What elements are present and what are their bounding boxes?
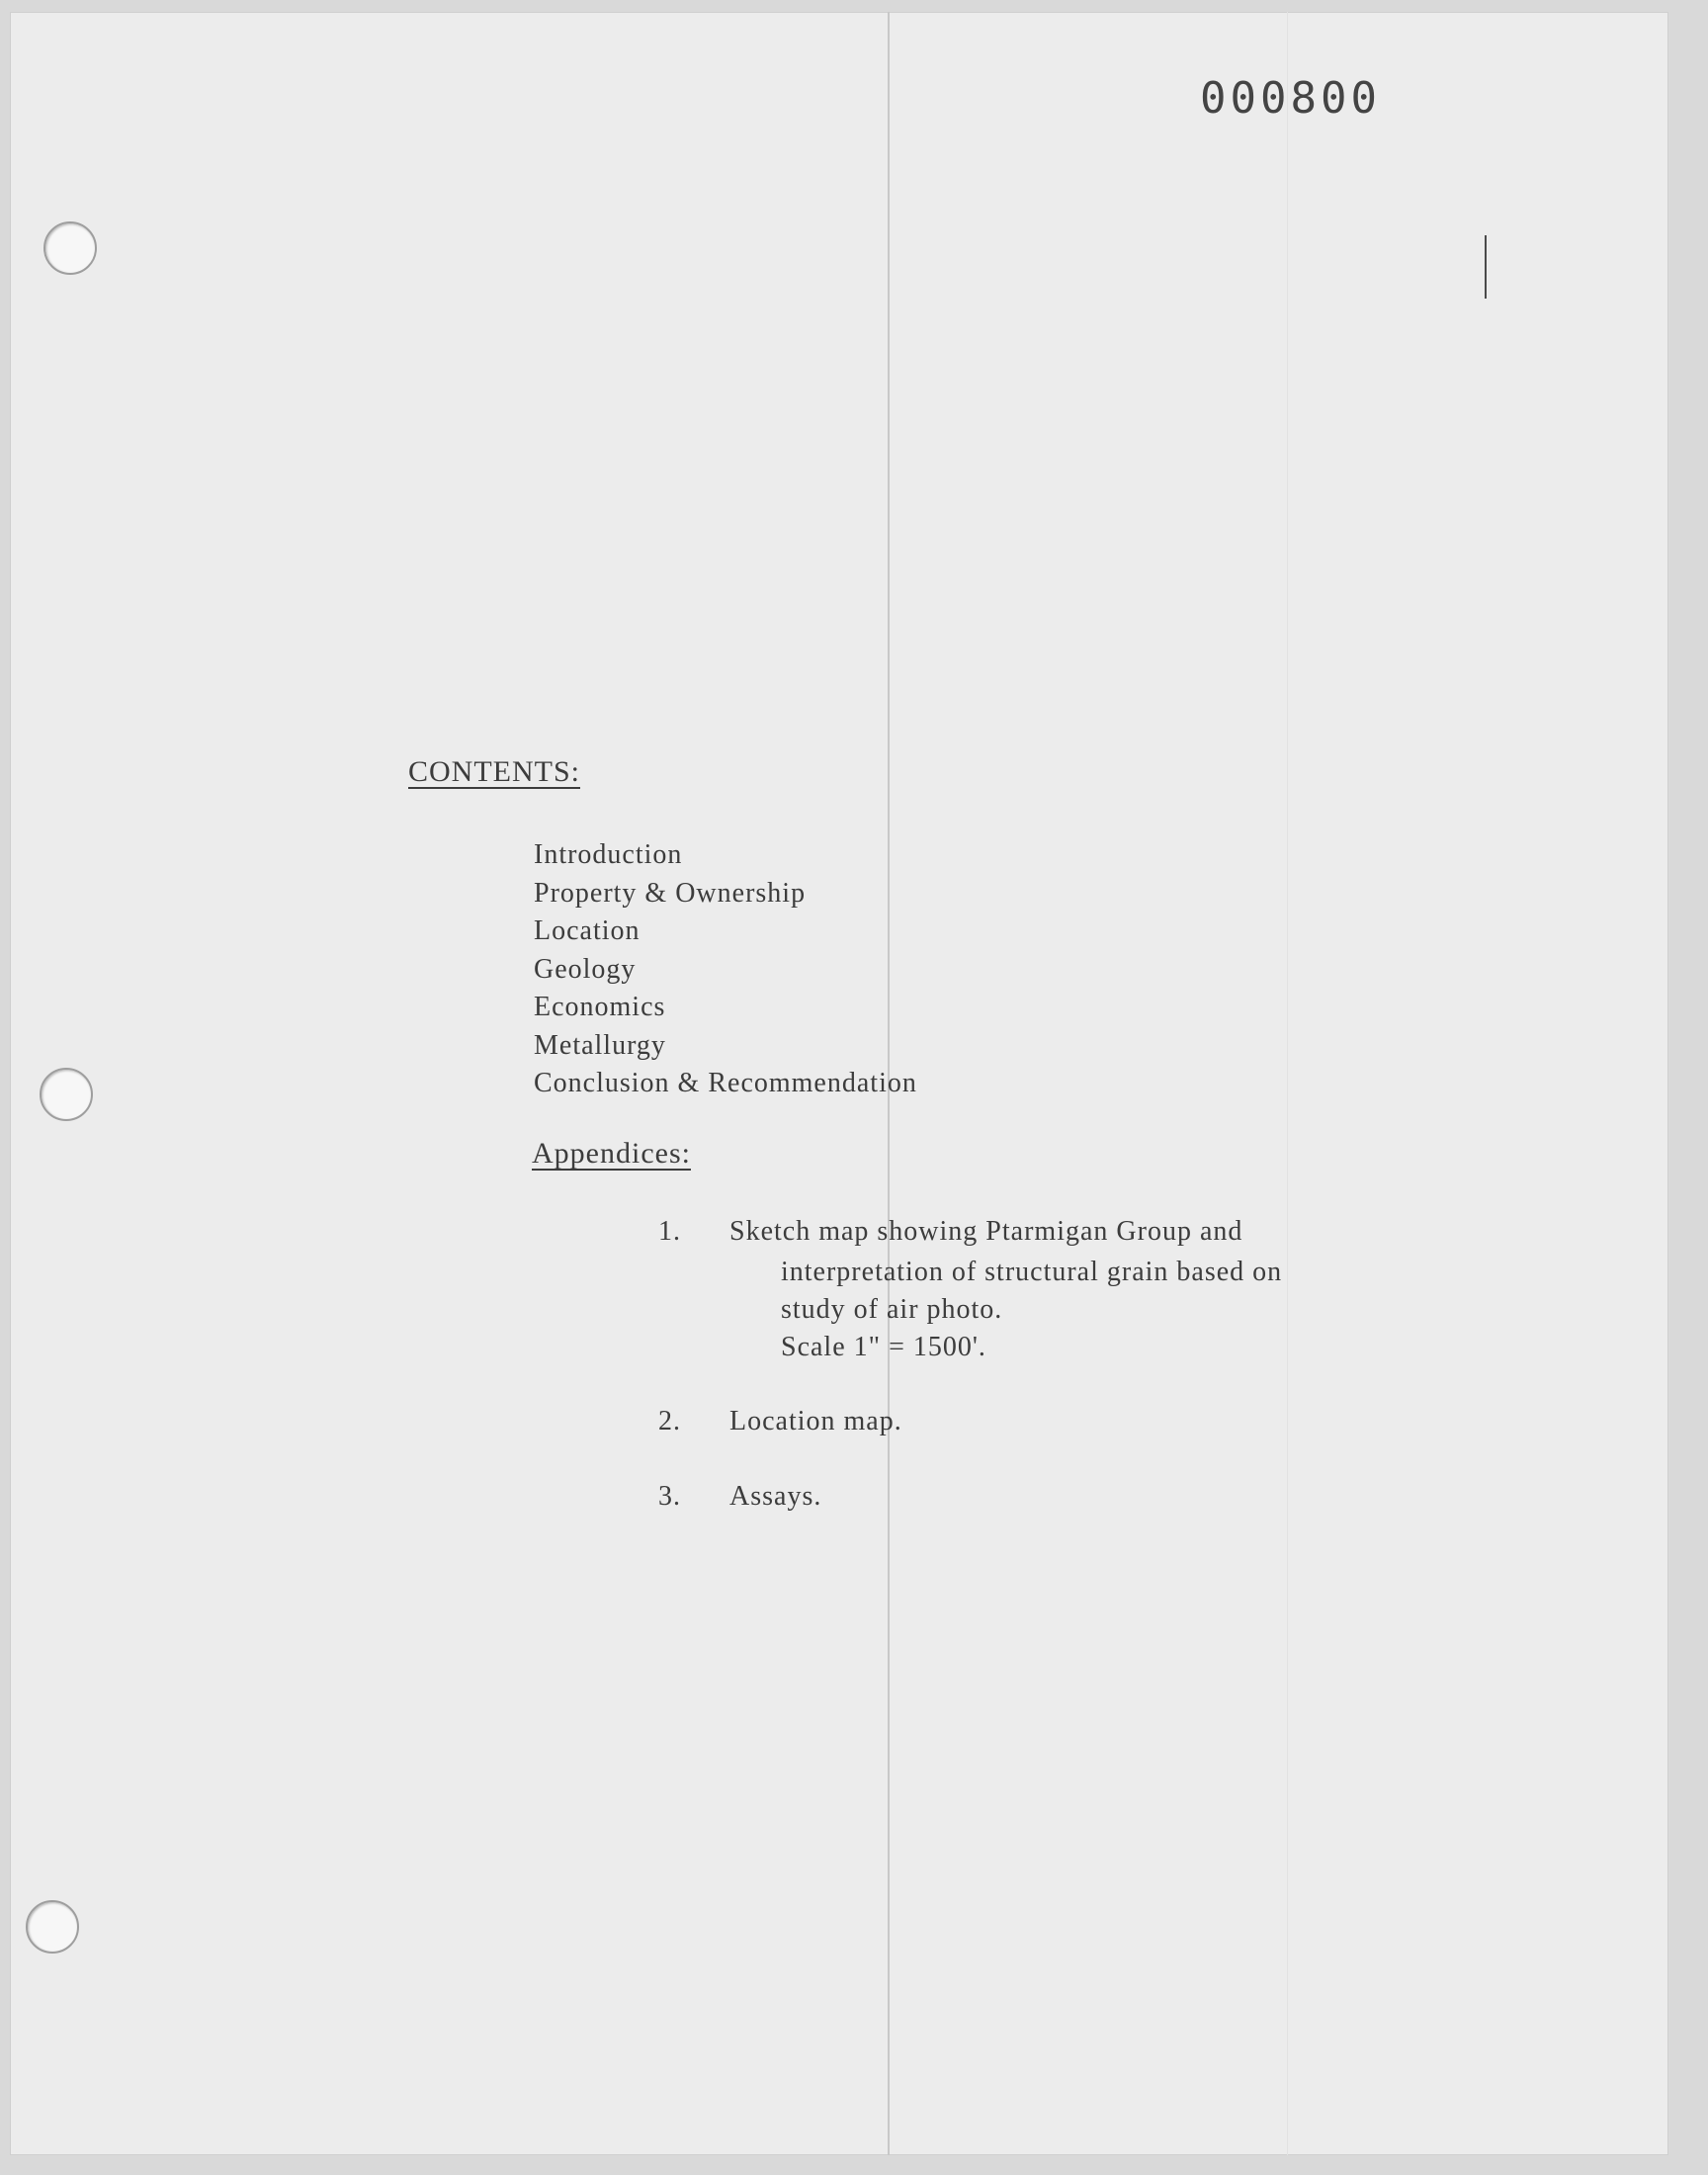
punch-hole-middle: [40, 1068, 93, 1121]
appendix-text: Assays.: [729, 1481, 822, 1512]
appendices-heading: Appendices:: [532, 1137, 691, 1170]
appendix-number: 1.: [658, 1216, 681, 1247]
contents-heading: CONTENTS:: [408, 755, 580, 788]
contents-item: Introduction: [534, 839, 683, 870]
document-number: 000800: [1200, 73, 1381, 124]
appendix-text-continued: study of air photo.: [781, 1294, 1003, 1325]
contents-item: Metallurgy: [534, 1029, 666, 1061]
appendix-text: Location map.: [729, 1406, 902, 1436]
punch-hole-top: [43, 221, 97, 275]
appendix-text-continued: Scale 1" = 1500'.: [781, 1332, 986, 1362]
punch-hole-bottom: [26, 1900, 79, 1954]
appendix-text: Sketch map showing Ptarmigan Group and: [729, 1216, 1243, 1247]
contents-item: Conclusion & Recommendation: [534, 1068, 917, 1098]
margin-tick-mark: [1485, 235, 1487, 299]
contents-item: Property & Ownership: [534, 877, 807, 909]
appendix-number: 3.: [658, 1481, 681, 1512]
appendix-number: 2.: [658, 1406, 681, 1436]
document-page: [10, 12, 1668, 2155]
contents-item: Geology: [534, 953, 637, 985]
contents-item: Economics: [534, 992, 666, 1022]
faint-crease: [1287, 12, 1288, 2155]
contents-item: Location: [534, 915, 640, 946]
contents-list: [534, 836, 917, 1103]
appendix-text-continued: interpretation of structural grain based on: [781, 1257, 1283, 1287]
